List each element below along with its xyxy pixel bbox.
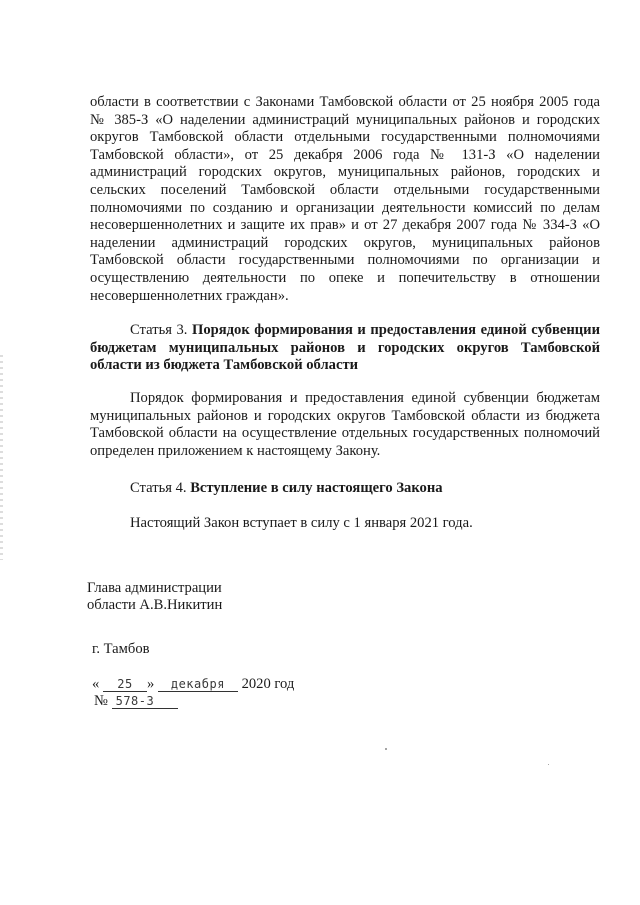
paragraph-effective-date: Настоящий Закон вступает в силу с 1 января 2021 года. — [130, 515, 473, 531]
date-year: 2020 год — [241, 676, 295, 692]
date-month: декабря — [158, 677, 238, 692]
article-3-title: Порядок формирования и предоставления единой субвенции бюджетам муниципальных районов и городских округов Тамбовской области из бюджета Тамбовской области — [90, 322, 600, 374]
scan-speck — [548, 764, 549, 765]
signature-position: Глава администрации — [87, 580, 222, 596]
signature-block — [87, 580, 222, 614]
date-day: 25 — [103, 677, 147, 692]
article-4-title: Вступление в силу настоящего Закона — [190, 480, 443, 496]
article-3-heading — [90, 322, 600, 375]
number-prefix: № — [94, 693, 108, 709]
article-4-label: Статья 4. — [130, 480, 187, 496]
scan-edge-artifact — [0, 355, 3, 560]
article-3-label: Статья 3. — [130, 322, 188, 338]
city-label: г. Тамбов — [92, 641, 150, 657]
law-number-line — [94, 693, 178, 710]
paragraph-law-references: области в соответствии с Законами Тамбовской области от 25 ноября 2005 года № 385-З «О наделении администраций муниципальных районов и городских округов Тамбовской области отдельными государственными полномочиями Тамбовской области», от 25 декабря 2006 года № 131-З «О наделении администраций городских округов, муниципальных районов, городских и сельских поселений Тамбовской области отдельными государственными полномочиями по созданию и организации деятельности комиссий по делам несовершеннолетних и защите их прав» и от 27 декабря 2007 года № 334-З «О наделении администраций городских округов, муниципальных районов Тамбовской области государственными полномочиями по организации и осуществлению деятельности по опеке и попечительству в отношении несовершеннолетних граждан». — [90, 94, 600, 304]
date-open-quote: « — [92, 676, 100, 692]
scan-speck — [385, 748, 387, 750]
date-line — [92, 676, 294, 693]
signature-name: области А.В.Никитин — [87, 597, 223, 613]
paragraph-subvention-order: Порядок формирования и предоставления единой субвенции бюджетам муниципальных районов и городских округов Тамбовской области из бюджета Тамбовской области на осуществление отдельных государственных полномочий определен приложением к настоящему Закону. — [90, 390, 600, 459]
law-number: 578-З — [112, 694, 178, 709]
article-4-heading — [90, 480, 600, 498]
date-close-quote: » — [146, 676, 155, 692]
